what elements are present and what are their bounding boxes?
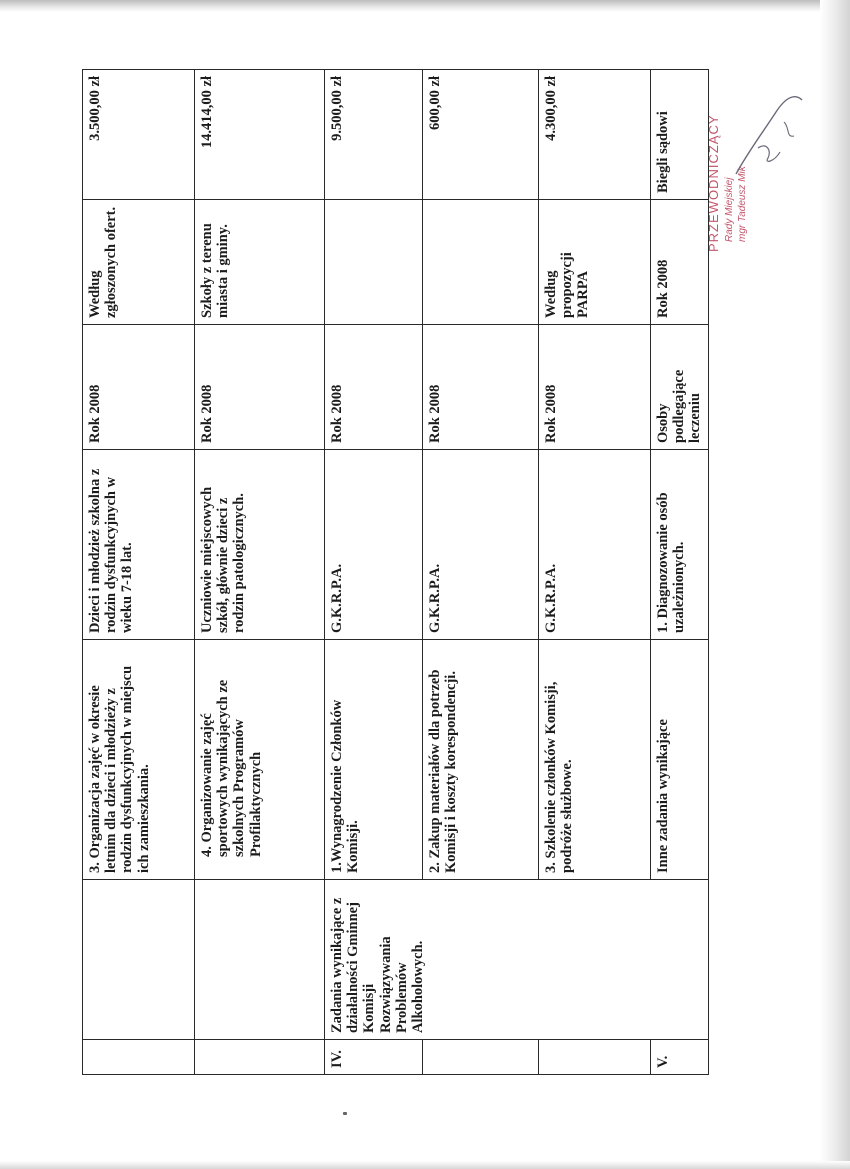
task-cell: Zadania wynikające z działalności Gminnej Komisji Rozwiązywania Problemów Alkoholowych.: [325, 880, 709, 1040]
period-cell: Rok 2008: [651, 200, 709, 325]
amount-cell: 4.300,00 zł: [539, 70, 651, 200]
scan-speck: [343, 1112, 347, 1115]
rotated-table-wrapper: [82, 70, 707, 1075]
row-number-cell: IV.: [325, 1040, 423, 1075]
executor-cell: Biegli sądowi: [651, 70, 709, 200]
task-cell: [195, 880, 325, 1040]
scan-edge-bottom: [0, 1161, 850, 1169]
executor-cell: Według propozycji PARPA: [539, 200, 651, 325]
executor-cell: [423, 200, 539, 325]
amount-cell: 9.500,00 zł: [325, 70, 423, 200]
amount-cell: 14.414,00 zł: [195, 70, 325, 200]
amount-cell: 3.500,00 zł: [83, 70, 195, 200]
row-number-cell: [195, 1040, 325, 1075]
amount-cell: 600,00 zł: [423, 70, 539, 200]
executor-cell: Według zgłoszonych ofert.: [83, 200, 195, 325]
row-number-cell: V.: [651, 1040, 709, 1075]
action-cell: 2. Zakup materiałów dla potrzeb Komisji i koszty korespondencji.: [423, 640, 539, 880]
table-row: [325, 70, 423, 1075]
executor-cell: Szkoły z terenu miasta i gminy.: [195, 200, 325, 325]
stamp-line-name: mgr Tadeusz Mik: [736, 166, 748, 242]
action-cell: 3. Szkolenie członków Komisji, podróże służbowe.: [539, 640, 651, 880]
row-number-cell: [423, 1040, 539, 1075]
row-number-cell: [83, 1040, 195, 1075]
stamp-line-title: PRZEWODNICZĄCY: [706, 114, 721, 252]
row-number-cell: [539, 1040, 651, 1075]
scan-edge-top: [0, 0, 850, 12]
program-table: [82, 69, 709, 1075]
executor-cell: [325, 200, 423, 325]
scan-edge-right: [820, 0, 850, 1169]
recipients-cell: G.K.R.P.A.: [423, 450, 539, 640]
action-cell: 1. Diagnozowanie osób uzależnionych.: [651, 450, 709, 640]
period-cell: Rok 2008: [83, 325, 195, 450]
task-cell: [83, 880, 195, 1040]
stamp-line-council: Rady Miejskiej: [723, 177, 735, 242]
task-cell: Inne zadania wynikające: [651, 640, 709, 880]
recipients-cell: G.K.R.P.A.: [325, 450, 423, 640]
recipients-cell: G.K.R.P.A.: [539, 450, 651, 640]
period-cell: Rok 2008: [325, 325, 423, 450]
handwritten-signature: [728, 92, 808, 182]
table-row: [195, 70, 325, 1075]
action-cell: 4. Organizowanie zajęć sportowych wynikających ze szkolnych Programów Profilaktycznych: [195, 640, 325, 880]
period-cell: Rok 2008: [195, 325, 325, 450]
recipients-cell: Dzieci i młodzież szkolna z rodzin dysfunkcyjnych w wieku 7-18 lat.: [83, 450, 195, 640]
period-cell: Rok 2008: [423, 325, 539, 450]
action-cell: 3. Organizacja zajęć w okresie letnim dla dzieci i młodzieży z rodzin dysfunkcyjnych w miejscu ich zamieszkania.: [83, 640, 195, 880]
period-cell: Rok 2008: [539, 325, 651, 450]
action-cell: 1.Wynagrodzenie Członków Komisji.: [325, 640, 423, 880]
recipients-cell: Uczniowie miejscowych szkół, głównie dzieci z rodzin patologicznych.: [195, 450, 325, 640]
recipients-cell: Osoby podlegające leczeniu: [651, 325, 709, 450]
table-row: [83, 70, 195, 1075]
